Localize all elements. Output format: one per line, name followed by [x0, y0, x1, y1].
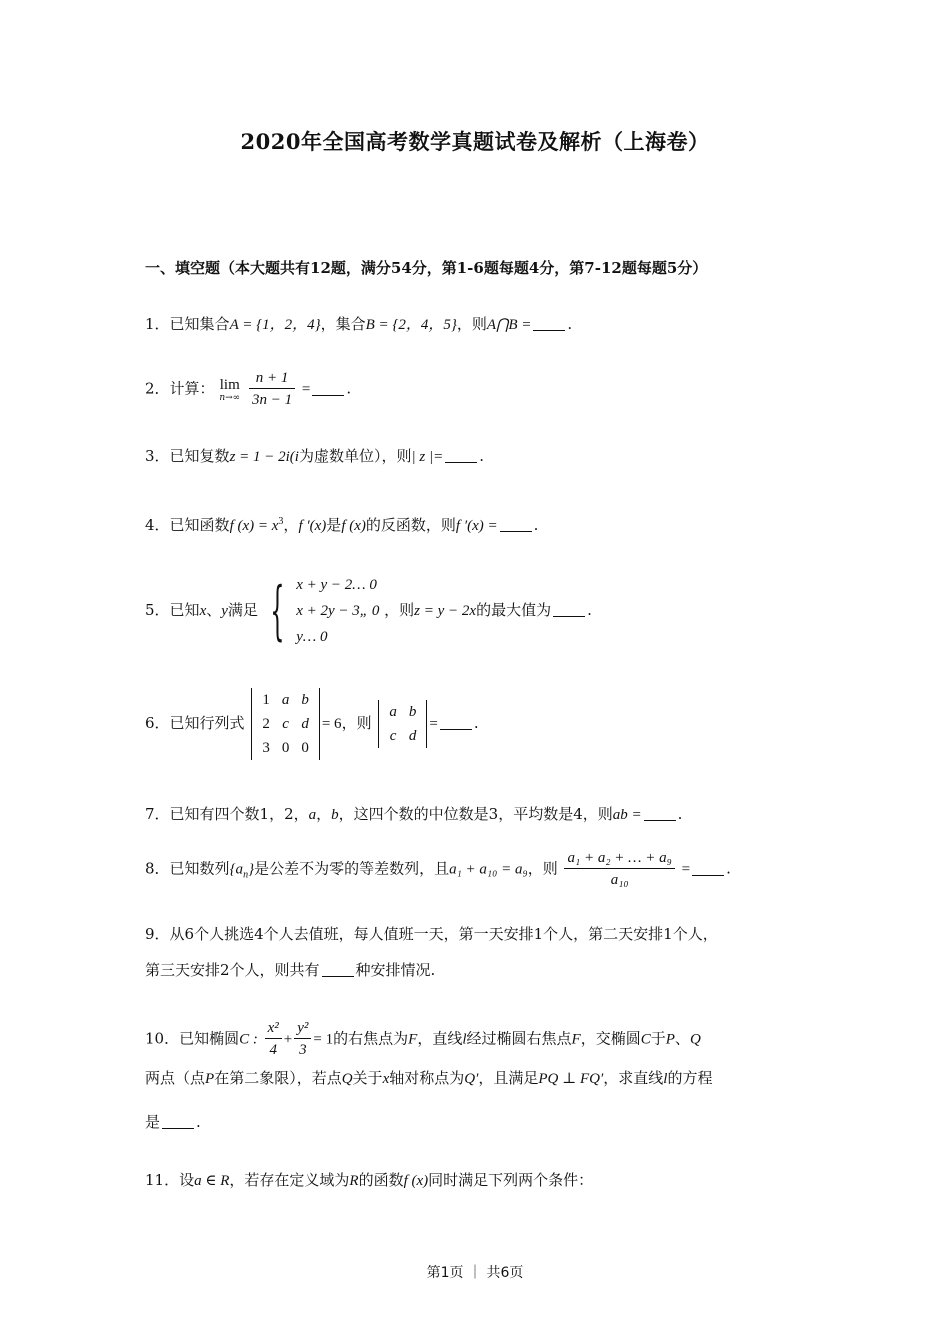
- question-9: 9．从6个人挑选4个人去值班，每人值班一天，第一天安排1个人，第二天安排1个人，: [145, 925, 718, 943]
- question-7: 7．已知有四个数1，2，a，b，这四个数的中位数是3，平均数是4，则ab = .: [145, 805, 683, 823]
- det3-cell: b: [301, 692, 309, 708]
- question-4: 4．已知函数f $(x) = x^3$，f ′(x)是f (x)的反函数，则f ′(x) = .: [145, 516, 539, 534]
- answer-blank: [500, 517, 532, 532]
- question-9-line-2: 第三天安排2个人，则共有 种安排情况.: [145, 961, 436, 979]
- question-1: 1．已知集合A = {1，2，4}，集合B = {2，4，5}，则A⋂B = .: [145, 315, 573, 333]
- question-11: 11．设a ∈ R，若存在定义域为R的函数f (x)同时满足下列两个条件：: [145, 1171, 594, 1189]
- det3-cell: a: [281, 692, 290, 708]
- answer-blank: [692, 861, 724, 876]
- question-6: 6．已知行列式 1 a b 2 c d 3 0 0 = 6，则 a b c d = .: [145, 688, 479, 760]
- limit-operator: lim n→∞: [219, 376, 241, 403]
- page-footer: 第1页 ｜ 共6页: [426, 1265, 524, 1281]
- det3-row: [256, 712, 315, 736]
- answer-blank: [312, 381, 344, 396]
- det3-row: [256, 736, 315, 760]
- fraction: $\frac{\text{a₁ + a₂ + … + a₉}}{\text{a₁₀}}$: [564, 848, 674, 891]
- answer-blank: [644, 806, 676, 821]
- question-5: 5．已知x、y满足 { x + y − 2… 0 x + 2y − 3„ 0 y… 0 ，则z = y − 2x的最大值为 .: [145, 574, 592, 648]
- determinant-2x2: [378, 700, 427, 748]
- question-3: 3．已知复数z = 1 − 2i(i为虚数单位），则| z |= .: [145, 447, 484, 465]
- answer-blank: [322, 962, 354, 977]
- det2-cell: c: [389, 728, 397, 744]
- answer-blank: [533, 316, 565, 331]
- det3-cell: d: [301, 716, 309, 732]
- question-8: 8．已知数列$\{a_n\}$是公差不为零的等差数列，且a₁ + a₁₀ = a₉，则 $\frac{\text{a₁ + a₂ + … + a₉}}{\text{a₁₀}}$ = .: [145, 848, 731, 891]
- det3-cell: 0: [301, 740, 309, 756]
- question-10-line-3: 是 .: [145, 1113, 201, 1131]
- determinant-3x3: [251, 688, 320, 760]
- det3-row: [256, 688, 315, 712]
- fraction: $\frac{\text{x²}}{4}$: [265, 1018, 282, 1061]
- det2-cell: d: [408, 728, 417, 744]
- answer-blank: [553, 602, 585, 617]
- det2-row: [383, 724, 422, 748]
- det3-cell: 3: [262, 740, 270, 756]
- page-title: 2020年全国高考数学真题试卷及解析（上海卷）: [240, 129, 710, 154]
- det3-cell: 1: [262, 692, 270, 708]
- det2-cell: a: [389, 704, 397, 720]
- brace-symbol: {: [269, 574, 285, 648]
- section-heading: 一、填空题（本大题共有12题，满分54分，第1-6题每题4分，第7-12题每题5分）: [145, 259, 708, 277]
- question-2: 2．计算： lim n→∞ $\frac{n + 1}{3n - 1}$ = .: [145, 368, 351, 411]
- constraint-system: x + y − 2… 0 x + 2y − 3„ 0 y… 0: [296, 577, 380, 645]
- fraction: $\frac{\text{y²}}{3}$: [294, 1018, 311, 1061]
- question-10: 10．已知椭圆C : $\frac{\text{x²}}{4}$ + $\frac{\text{y²}}{3}$ = 1的右焦点为F，直线l经过椭圆右焦点F，交椭圆C于P、Q: [145, 1018, 701, 1061]
- det3-cell: 2: [262, 716, 270, 732]
- det2-cell: b: [408, 704, 417, 720]
- answer-blank: [445, 448, 477, 463]
- question-10-line-2: 两点（点P在第二象限），若点Q关于x轴对称点为Q′，且满足PQ ⊥ FQ′，求直线l的方程: [145, 1069, 713, 1087]
- det3-cell: 0: [281, 740, 290, 756]
- answer-blank: [162, 1114, 194, 1129]
- answer-blank: [440, 715, 472, 730]
- det3-cell: c: [282, 716, 289, 732]
- det2-row: [383, 700, 422, 724]
- fraction: $\frac{n + 1}{3n - 1}$: [249, 368, 295, 411]
